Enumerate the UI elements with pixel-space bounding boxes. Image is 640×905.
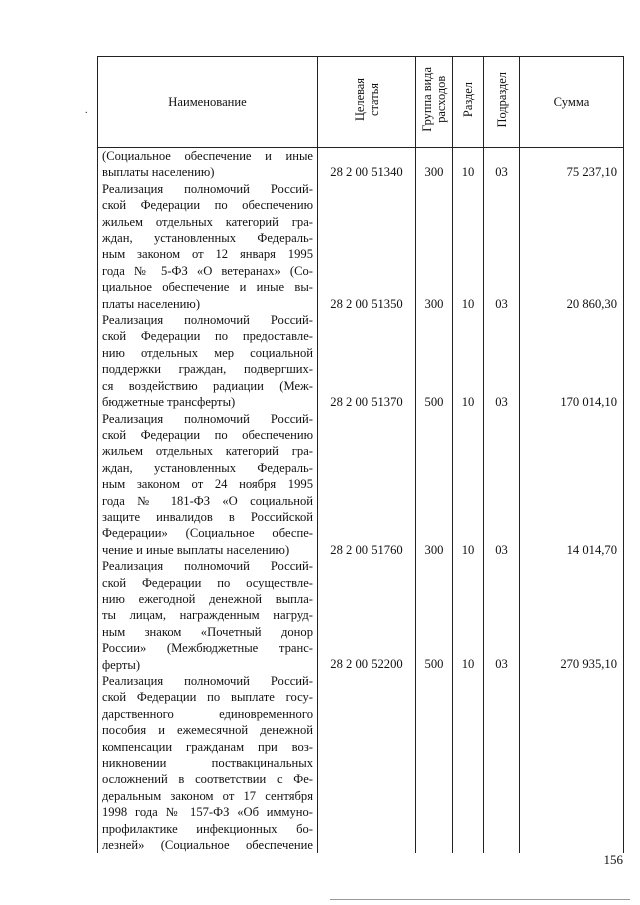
name-line: Реализация полномочий Россий- (102, 674, 313, 688)
name-line: лезней» (Социальное обеспечение (102, 838, 313, 853)
name-line: деральным законом от 17 сентября (102, 788, 313, 803)
header-sum: Сумма (520, 57, 624, 148)
name-line: ным законом от 24 ноября 1995 (102, 477, 313, 492)
header-subsection-cell (484, 57, 520, 148)
name-line: ской Федерации по выплате госу- (102, 690, 313, 705)
target-value: 28 2 00 51350 (330, 296, 403, 311)
name-line: жильем отдельных категорий гра- (102, 444, 313, 459)
name-line: Реализация полномочий Россий- (102, 181, 313, 196)
name-line: ской Федерации по предоставле- (102, 329, 313, 344)
sum-column (520, 148, 624, 854)
name-line: поддержки граждан, подвергших- (102, 362, 313, 377)
target-value: 28 2 00 51760 (330, 542, 403, 557)
name-line: ным знаком «Почетный донор (102, 624, 313, 639)
subsection-value: 03 (495, 165, 508, 180)
subsection-value: 03 (495, 657, 508, 672)
header-target: Целевая статья (352, 78, 381, 122)
page-number: 156 (603, 852, 623, 867)
section-column (453, 148, 484, 854)
stray-mark: . (85, 105, 88, 116)
sum-value: 170 014,10 (560, 395, 617, 409)
name-line: года № 5-ФЗ «О ветеранах» (Со- (102, 263, 313, 278)
name-line: циальное обеспечение и иные вы- (102, 280, 313, 295)
table-header-row (98, 57, 624, 148)
group-value: 300 (424, 296, 444, 311)
section-value: 10 (461, 165, 475, 180)
name-line: никновении поствакцинальных (102, 756, 313, 771)
target-value: 28 2 00 51340 (330, 165, 403, 180)
name-line: Реализация полномочий Россий- (102, 559, 313, 574)
group-column (416, 148, 453, 854)
name-line: Реализация полномочий Россий- (102, 411, 313, 426)
header-name: Наименование (98, 57, 318, 148)
header-section: Раздел (461, 82, 475, 118)
section-value: 10 (461, 657, 475, 672)
sum-value: 20 860,30 (566, 296, 617, 311)
header-target-cell (318, 57, 416, 148)
name-line: платы населению) (102, 296, 201, 311)
sum-value: 75 237,10 (566, 165, 617, 180)
budget-table (97, 56, 624, 853)
sum-value: 14 014,70 (566, 542, 617, 557)
name-line: пособия и ежемесячной денежной (102, 723, 313, 738)
name-line: ждан, установленных Федераль- (102, 231, 313, 246)
subsection-value: 03 (495, 395, 508, 409)
name-line: компенсации гражданам при воз- (102, 739, 313, 754)
header-subsection: Подраздел (494, 72, 509, 128)
name-line: ты лицам, награжденным нагруд- (102, 608, 313, 623)
name-line: чение и иные выплаты населению) (102, 542, 290, 557)
group-value: 300 (424, 165, 444, 180)
section-value: 10 (461, 296, 475, 311)
name-line: нию отдельных мер социальной (102, 345, 313, 360)
name-line: ферты) (102, 657, 141, 672)
name-line: ской Федерации по осуществле- (102, 575, 313, 590)
group-value: 500 (424, 395, 444, 409)
table-body-row (98, 148, 624, 854)
name-line: Реализация полномочий Россий- (102, 313, 313, 328)
section-value: 10 (461, 395, 475, 409)
target-value: 28 2 00 51370 (330, 395, 403, 409)
name-line: ской Федерации по обеспечению (102, 198, 313, 213)
name-line: ской Федерации по обеспечению (102, 427, 313, 442)
header-section-cell (453, 57, 484, 148)
name-line: профилактике инфекционных бо- (102, 821, 313, 836)
name-line: (Социальное обеспечение и иные (102, 149, 313, 163)
subsection-value: 03 (495, 296, 508, 311)
name-line: ся воздействию радиации (Меж- (102, 378, 313, 393)
name-line: жильем отдельных категорий гра- (102, 214, 313, 229)
name-line: осложнений в соответствии с Фе- (102, 772, 313, 787)
bottom-rule (330, 899, 630, 900)
name-column (98, 148, 318, 854)
section-value: 10 (461, 542, 475, 557)
name-line: нию ежегодной денежной выпла- (102, 591, 313, 606)
target-column (318, 148, 416, 854)
group-value: 500 (424, 657, 444, 672)
name-line: защите инвалидов в Российской (102, 509, 313, 524)
name-line: года № 181-ФЗ «О социальной (102, 493, 313, 508)
sum-value: 270 935,10 (560, 657, 617, 672)
header-group-cell (416, 57, 453, 148)
header-group: Группа вида расходов (420, 67, 448, 133)
target-value: 28 2 00 52200 (330, 657, 403, 672)
group-value: 300 (424, 542, 444, 557)
subsection-value: 03 (495, 542, 508, 557)
name-line: ным законом от 12 января 1995 (102, 247, 313, 262)
name-line: Федерации» (Социальное обеспе- (102, 526, 313, 541)
subsection-column (484, 148, 520, 854)
name-line: выплаты населению) (102, 165, 215, 180)
name-line: бюджетные трансферты) (102, 395, 236, 410)
name-line: России» (Межбюджетные транс- (102, 641, 313, 656)
name-line: дарственного единовременного (102, 706, 313, 721)
name-line: 1998 года № 157-ФЗ «Об иммуно- (102, 805, 313, 820)
name-line: ждан, установленных Федераль- (102, 460, 313, 475)
